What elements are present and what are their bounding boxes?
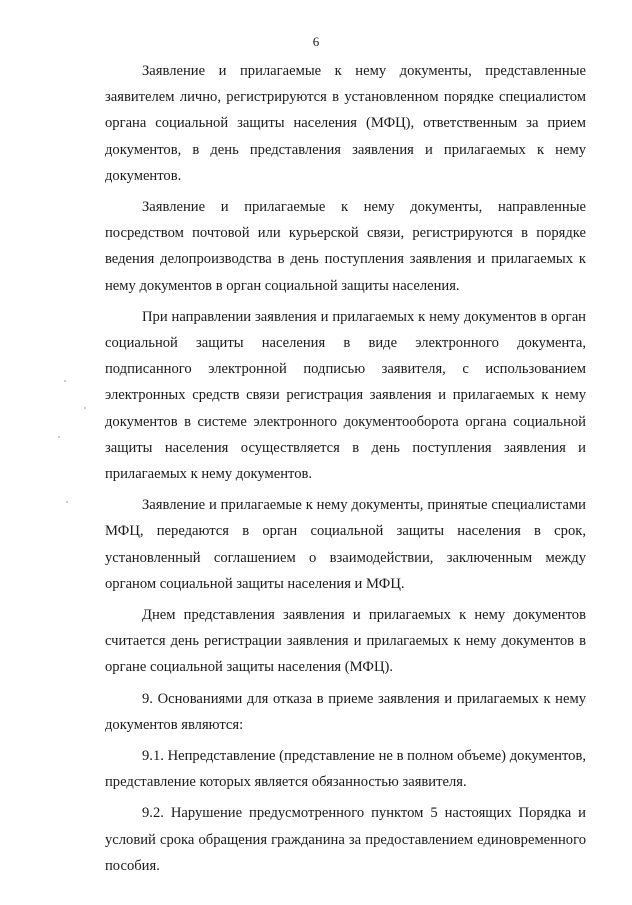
paragraph-item-9-1: 9.1. Непредставление (представление не в полном объеме) документов, представление которых является обязанностью заявителя.	[105, 748, 586, 791]
paragraph-item-9-2: 9.2. Нарушение предусмотренного пунктом 5 настоящих Порядка и условий срока обращения гражданина за предоставлением единовременного пособия.	[105, 805, 586, 874]
document-body	[105, 58, 586, 884]
scan-speck	[58, 436, 60, 438]
paragraph-registration-by-post: Заявление и прилагаемые к нему документы, направленные посредством почтовой или курьерской связи, регистрируются в порядке ведения делопроизводства в день поступления заявления и прилагаемых к нему документов в орган социальной защиты населения.	[105, 199, 586, 294]
paragraph-submission-date: Днем представления заявления и прилагаемых к нему документов считается день регистрации заявления и прилагаемых к нему документов в органе социальной защиты населения (МФЦ).	[105, 607, 586, 676]
scan-speck	[84, 407, 86, 409]
scan-speck	[64, 380, 66, 382]
scan-speck	[66, 501, 68, 503]
paragraph-transfer-from-mfc: Заявление и прилагаемые к нему документы, принятые специалистами МФЦ, передаются в орган социальной защиты населения в срок, установленный соглашением о взаимодействии, заключенным между органом социальной защиты населения и МФЦ.	[105, 497, 586, 592]
page-number: 6	[312, 34, 320, 49]
paragraph-registration-electronic: При направлении заявления и прилагаемых к нему документов в орган социальной защиты населения в виде электронного документа, подписанного электронной подписью заявителя, с использованием электронных средств связи регистрация заявления и прилагаемых к нему документов в системе электронного документооборота органа социальной защиты населения осуществляется в день поступления заявления и прилагаемых к нему документов.	[105, 308, 586, 483]
paragraph-grounds-for-refusal: 9. Основаниями для отказа в приеме заявления и прилагаемых к нему документов являются:	[105, 690, 586, 733]
paragraph-registration-in-person: Заявление и прилагаемые к нему документы, представленные заявителем лично, регистрируются в установленном порядке специалистом органа социальной защиты населения (МФЦ), ответственным за прием документов, в день представления заявления и прилагаемых к нему документов.	[105, 63, 586, 184]
